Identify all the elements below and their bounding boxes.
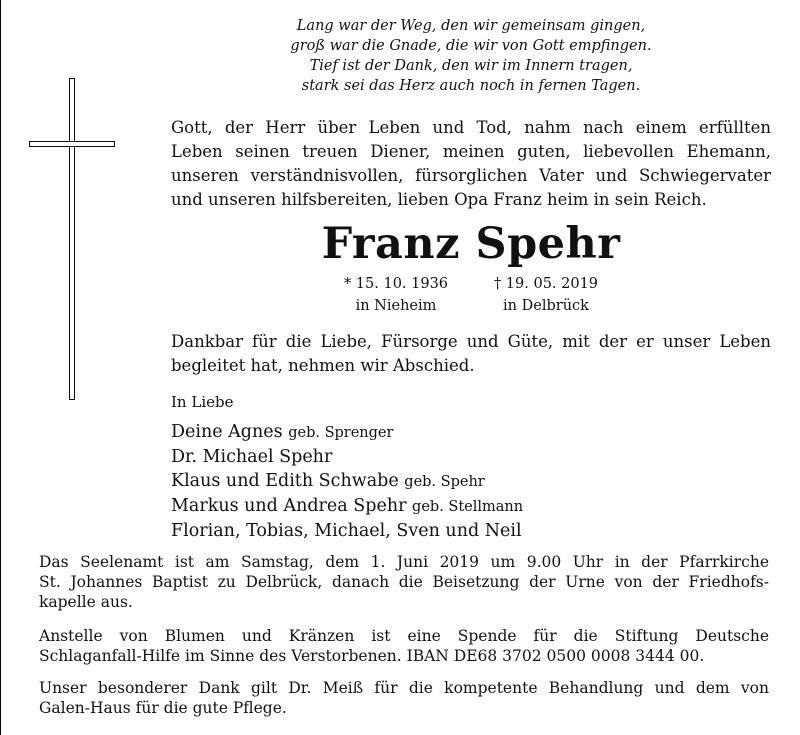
donation-line: Anstelle von Blumen und Kränzen ist eine Spende für die Stiftung Deutsche — [39, 627, 769, 645]
service-announcement — [39, 552, 769, 612]
family-list — [171, 420, 523, 543]
intro-line: Gott, der Herr über Leben und Tod, nahm nach einem erfüllten — [171, 118, 771, 137]
service-line: Das Seelenamt ist am Samstag, dem 1. Juni 2019 um 9.00 Uhr in der Pfarrkirche — [39, 553, 769, 571]
farewell-text — [171, 330, 771, 378]
family-member — [171, 469, 523, 494]
in-liebe-label: In Liebe — [171, 393, 234, 411]
cross-icon — [29, 78, 115, 400]
family-member-name: Markus und Andrea Spehr — [171, 496, 407, 516]
birth-info — [331, 273, 461, 317]
birth-date: * 15. 10. 1936 — [343, 276, 449, 292]
thanks-note — [39, 678, 769, 718]
death-place: in Delbrück — [503, 298, 589, 314]
thanks-line: Unser besonderer Dank gilt Dr. Meiß für die kompetente Behandlung und dem von — [39, 679, 769, 697]
family-member-name: Florian, Tobias, Michael, Sven und Neil — [171, 521, 522, 541]
poem-line: stark sei das Herz auch noch in fernen Tagen. — [301, 78, 641, 94]
death-date: † 19. 05. 2019 — [493, 276, 599, 292]
farewell-line: Dankbar für die Liebe, Fürsorge und Güte, mit der er unser Leben — [171, 332, 771, 351]
death-info — [486, 273, 606, 317]
family-member-note: geb. Sprenger — [288, 425, 394, 441]
poem-line: groß war die Gnade, die wir von Gott empfingen. — [290, 38, 652, 54]
deceased-name: Franz Spehr — [321, 219, 621, 269]
service-line: St. Johannes Baptist zu Delbrück, danach die Beisetzung der Urne von der Friedhofs- — [39, 573, 769, 591]
family-member-name: Dr. Michael Spehr — [171, 447, 333, 467]
family-member — [171, 494, 523, 519]
donation-line: Schlaganfall-Hilfe im Sinne des Verstorbenen. IBAN DE68 3702 0500 0008 3444 00. — [39, 647, 705, 665]
family-member — [171, 445, 523, 469]
family-member-note: geb. Stellmann — [412, 499, 524, 515]
intro-line: unseren verständnisvollen, fürsorglichen Vater und Schwiegervater — [171, 166, 771, 185]
family-member — [171, 519, 523, 543]
farewell-line: begleitet hat, nehmen wir Abschied. — [171, 356, 475, 375]
family-member-name: Klaus und Edith Schwabe — [171, 471, 399, 491]
family-member-note: geb. Spehr — [404, 474, 485, 490]
memorial-poem — [151, 16, 791, 96]
intro-line: und unseren hilfsbereiten, lieben Opa Franz heim in sein Reich. — [171, 190, 707, 209]
thanks-line: Galen-Haus für die gute Pflege. — [39, 699, 287, 717]
family-member — [171, 420, 523, 445]
birth-place: in Nieheim — [355, 298, 437, 314]
service-line: kapelle aus. — [39, 593, 133, 611]
family-member-name: Deine Agnes — [171, 422, 283, 442]
poem-line: Lang war der Weg, den wir gemeinsam gingen, — [296, 18, 646, 34]
poem-line: Tief ist der Dank, den wir im Innern tragen, — [309, 58, 633, 74]
intro-text — [171, 116, 771, 212]
donation-note — [39, 626, 769, 666]
intro-line: Leben seinen treuen Diener, meinen guten, liebevollen Ehemann, — [171, 142, 771, 161]
